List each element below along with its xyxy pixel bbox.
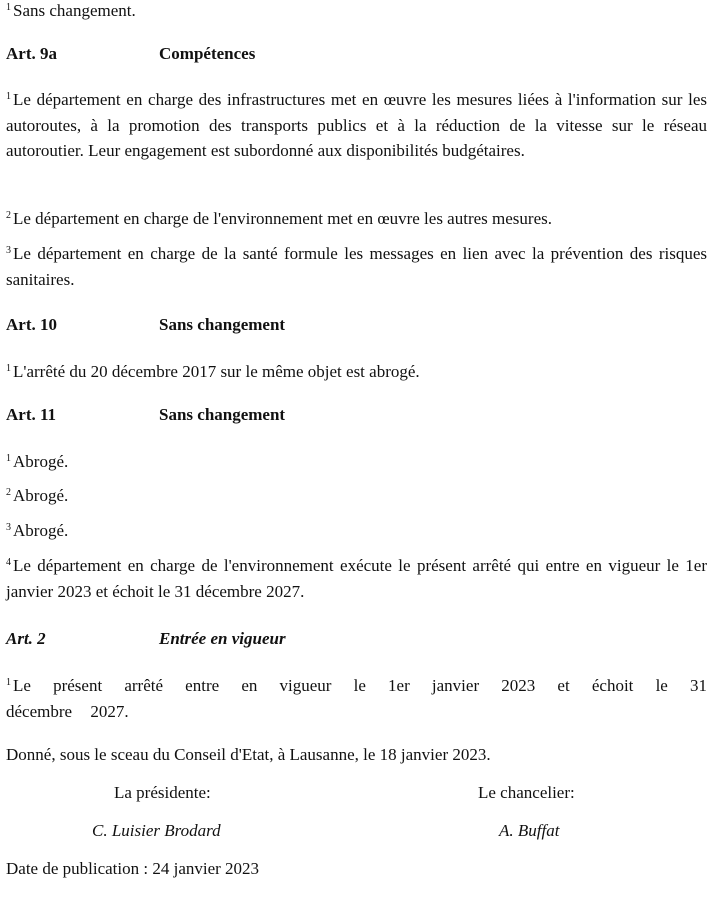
paragraph-text: Le présent arrêté entre en vigueur le 1er janvier 2023 et échoit le 31 décembre 2027. xyxy=(6,676,707,721)
publication-date: Date de publication : 24 janvier 2023 xyxy=(6,859,260,878)
article-heading-9a xyxy=(6,44,255,64)
paragraph-text: Le département en charge de l'environnement exécute le présent arrêté qui entre en vigueur le 1er janvier 2023 et échoit le 31 décembre 2027. xyxy=(6,556,707,601)
article-heading-10 xyxy=(6,315,285,335)
article-number: Art. 9a xyxy=(6,44,57,63)
article-title: Sans changement xyxy=(159,405,286,424)
president-label: La présidente: xyxy=(114,783,211,802)
article-11-paragraph-3 xyxy=(6,521,68,541)
paragraph-number: 2 xyxy=(6,210,11,221)
article-title: Entrée en vigueur xyxy=(159,629,286,648)
paragraph-number: 1 xyxy=(6,363,11,374)
paragraph-number: 4 xyxy=(6,557,11,568)
paragraph-number: 2 xyxy=(6,487,11,498)
article-heading-11 xyxy=(6,405,285,425)
article-11-paragraph-1 xyxy=(6,452,68,472)
article-number: Art. 10 xyxy=(6,315,57,334)
article-9a-paragraph-2 xyxy=(6,209,552,229)
article-9a-paragraph-3 xyxy=(6,241,707,292)
paragraph-text: Abrogé. xyxy=(13,521,69,540)
paragraph-number: 3 xyxy=(6,522,11,533)
chancellor-label: Le chancelier: xyxy=(478,783,575,802)
paragraph-number: 1 xyxy=(6,91,11,102)
article-title: Sans changement xyxy=(159,315,286,334)
given-statement: Donné, sous le sceau du Conseil d'Etat, à Lausanne, le 18 janvier 2023. xyxy=(6,745,491,764)
paragraph-text: Abrogé. xyxy=(13,452,69,471)
paragraph-text: Le département en charge de la santé formule les messages en lien avec la prévention des risques sanitaires. xyxy=(6,244,707,289)
article-title: Compétences xyxy=(159,44,256,63)
paragraph-number: 3 xyxy=(6,245,11,256)
paragraph-text: L'arrêté du 20 décembre 2017 sur le même objet est abrogé. xyxy=(13,362,420,381)
paragraph-text: Le département en charge des infrastructures met en œuvre les mesures liées à l'information sur les autoroutes, à la promotion des transports publics et à la réduction de la vitesse sur le réseau autoroutier. Leur engagement est subordonné aux disponibilités budgétaires. xyxy=(6,90,707,160)
article-2-paragraph-1 xyxy=(6,673,707,724)
article-number: Art. 11 xyxy=(6,405,57,424)
article-9a-paragraph-1 xyxy=(6,87,707,164)
article-number: Art. 2 xyxy=(6,629,46,648)
paragraph-text: Sans changement. xyxy=(13,1,136,20)
article-10-paragraph-1 xyxy=(6,362,420,382)
paragraph-text: Abrogé. xyxy=(13,486,69,505)
chancellor-name: A. Buffat xyxy=(499,821,560,840)
paragraph-number: 1 xyxy=(6,2,11,13)
paragraph-number: 1 xyxy=(6,677,11,688)
paragraph-number: 1 xyxy=(6,453,11,464)
article-11-paragraph-4 xyxy=(6,553,707,604)
intro-paragraph xyxy=(6,1,136,21)
article-heading-2 xyxy=(6,629,286,649)
article-11-paragraph-2 xyxy=(6,486,68,506)
president-name: C. Luisier Brodard xyxy=(92,821,221,840)
paragraph-text: Le département en charge de l'environnement met en œuvre les autres mesures. xyxy=(13,209,552,228)
